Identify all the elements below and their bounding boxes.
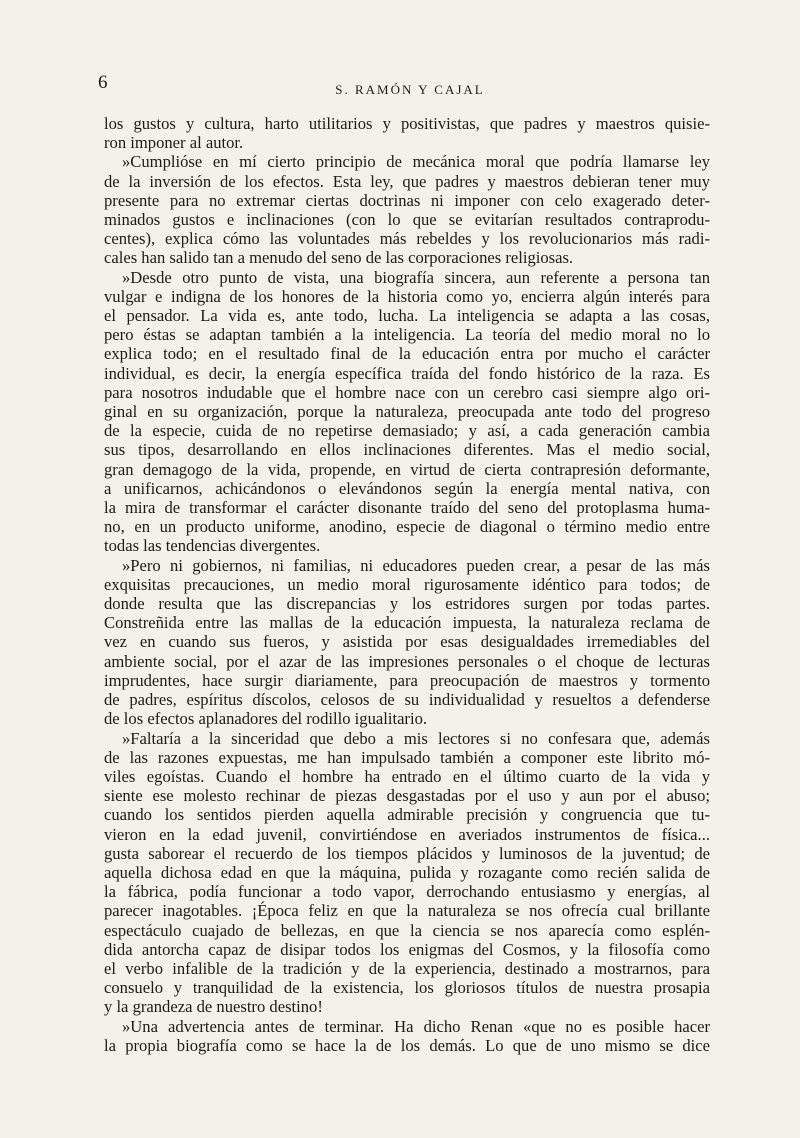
text-line: ginal en su organización, porque la naturaleza, preocupada ante todo del progreso bbox=[104, 402, 710, 422]
text-line: de la especie, cuida de no repetirse demasiado; y así, a cada generación cambia bbox=[104, 421, 710, 441]
text-line: la propia biografía como se hace la de los demás. Lo que de uno mismo se dice bbox=[104, 1035, 710, 1055]
text-line: cales han salido tan a menudo del seno de las corporaciones religiosas. bbox=[104, 248, 574, 268]
text-line: de la inversión de los efectos. Esta ley, que padres y maestros debieran tener muy bbox=[104, 171, 710, 191]
text-line: el pensador. La vida es, ante todo, lucha. La inteligencia se adapta a las cosas, bbox=[104, 306, 710, 326]
paragraph bbox=[104, 1017, 710, 1055]
text-line: exquisitas precauciones, un medio moral rigurosamente idéntico para todos; de bbox=[104, 574, 710, 594]
text-line: ambiente social, por el azar de las impresiones personales o el choque de lecturas bbox=[104, 651, 710, 671]
text-line: gusta saborear el recuerdo de los tiempos plácidos y luminosos de la juventud; de bbox=[104, 843, 710, 863]
text-line: donde resulta que las discrepancias y los estridores surgen por todas partes. bbox=[104, 594, 710, 614]
text-line: la mira de transformar el carácter disonante traído del seno del protoplasma huma- bbox=[104, 498, 710, 518]
paragraph bbox=[104, 268, 710, 556]
text-line: viles egoístas. Cuando el hombre ha entrado en el último cuarto de la vida y bbox=[104, 766, 710, 786]
text-line: vulgar e indigna de los honores de la historia como yo, encierra algún interés para bbox=[104, 286, 710, 306]
paragraph bbox=[104, 114, 710, 152]
text-line: el verbo infalible de la tradición y de la experiencia, destinado a mostrarnos, para bbox=[104, 958, 710, 978]
text-line: »Pero ni gobiernos, ni familias, ni educadores pueden crear, a pesar de las más bbox=[122, 555, 710, 575]
text-line: de los efectos aplanadores del rodillo igualitario. bbox=[104, 709, 428, 729]
text-line: imprudentes, hace surgir diariamente, para preocupación de maestros y tormento bbox=[104, 670, 710, 690]
body-text bbox=[104, 114, 710, 1055]
text-line: minados gustos e inclinaciones (con lo que se evitarían resultados contraprodu- bbox=[104, 210, 710, 230]
text-line: sus tipos, desarrollando en ellos inclinaciones diferentes. Mas el medio social, bbox=[104, 440, 710, 460]
text-line: siente ese molesto rechinar de piezas desgastadas por el uso y aun por el abuso; bbox=[104, 786, 710, 806]
text-line: de padres, espíritus díscolos, celosos de su individualidad y resueltos a defenderse bbox=[104, 690, 710, 710]
text-line: ron imponer al autor. bbox=[104, 133, 244, 153]
paragraph bbox=[104, 152, 710, 267]
page-number: 6 bbox=[98, 72, 108, 93]
text-line: »Cumplióse en mí cierto principio de mecánica moral que podría llamarse ley bbox=[122, 152, 710, 172]
text-line: individual, es decir, la energía específica traída del fondo histórico de la raza. Es bbox=[104, 363, 710, 383]
text-line: aquella dichosa edad en que la máquina, pulida y rozagante como recién salida de bbox=[104, 862, 710, 882]
text-line: de las razones expuestas, me han impulsado también a componer este librito mó- bbox=[104, 747, 710, 767]
text-line: espectáculo cuajado de bellezas, en que la ciencia se nos aparecía como esplén- bbox=[104, 920, 710, 940]
text-line: centes), explica cómo las voluntades más rebeldes y los revolucionarios más radi- bbox=[104, 229, 710, 249]
text-line: explica todo; en el resultado final de la educación entra por mucho el carácter bbox=[104, 344, 710, 364]
text-line: no, en un producto uniforme, anodino, especie de diagonal o término medio entre bbox=[104, 517, 710, 537]
text-line: dida antorcha capaz de disipar todos los enigmas del Cosmos, y la filosofía como bbox=[104, 939, 710, 959]
text-line: todas las tendencias divergentes. bbox=[104, 536, 321, 556]
paragraph bbox=[104, 729, 710, 1017]
text-line: vieron en la edad juvenil, convirtiéndose en averiados instrumentos de física... bbox=[104, 824, 710, 844]
text-line: a unificarnos, achicándonos o elevándonos según la energía mental nativa, con bbox=[104, 478, 710, 498]
paragraph bbox=[104, 556, 710, 729]
text-line: presente para no extremar ciertas doctrinas ni imponer con celo exagerado deter- bbox=[104, 190, 710, 210]
text-line: para nosotros indudable que el hombre nace con un cerebro casi siempre algo ori- bbox=[104, 382, 710, 402]
text-line: »Faltaría a la sinceridad que debo a mis lectores si no confesara que, además bbox=[122, 728, 710, 748]
text-line: »Desde otro punto de vista, una biografía sincera, aun referente a persona tan bbox=[122, 267, 710, 287]
text-line: y la grandeza de nuestro destino! bbox=[104, 997, 323, 1017]
text-line: Constreñida entre las mallas de la educación impuesta, la naturaleza reclama de bbox=[104, 613, 710, 633]
text-line: los gustos y cultura, harto utilitarios y positivistas, que padres y maestros quisie- bbox=[104, 114, 710, 133]
text-line: gran demagogo de la vida, propende, en virtud de cierta contrapresión deformante, bbox=[104, 459, 710, 479]
text-line: parecer inagotables. ¡Época feliz en que la naturaleza se nos ofrecía cual brillante bbox=[104, 901, 710, 921]
text-line: vez en cuando sus fueros, y asistida por esas desigualdades irremediables del bbox=[104, 632, 710, 652]
text-line: consuelo y tranquilidad de la existencia, los gloriosos títulos de nuestra prosapia bbox=[104, 978, 710, 998]
running-head: S. RAMÓN Y CAJAL bbox=[335, 82, 485, 97]
text-line: »Una advertencia antes de terminar. Ha dicho Renan «que no es posible hacer bbox=[122, 1016, 710, 1036]
text-line: cuando los sentidos pierden aquella admirable precisión y congruencia que tu- bbox=[104, 805, 710, 825]
text-line: pero éstas se adaptan también a la inteligencia. La teoría del medio moral no lo bbox=[104, 325, 710, 345]
text-line: la fábrica, podía funcionar a todo vapor, derrochando entusiasmo y energías, al bbox=[104, 882, 710, 902]
